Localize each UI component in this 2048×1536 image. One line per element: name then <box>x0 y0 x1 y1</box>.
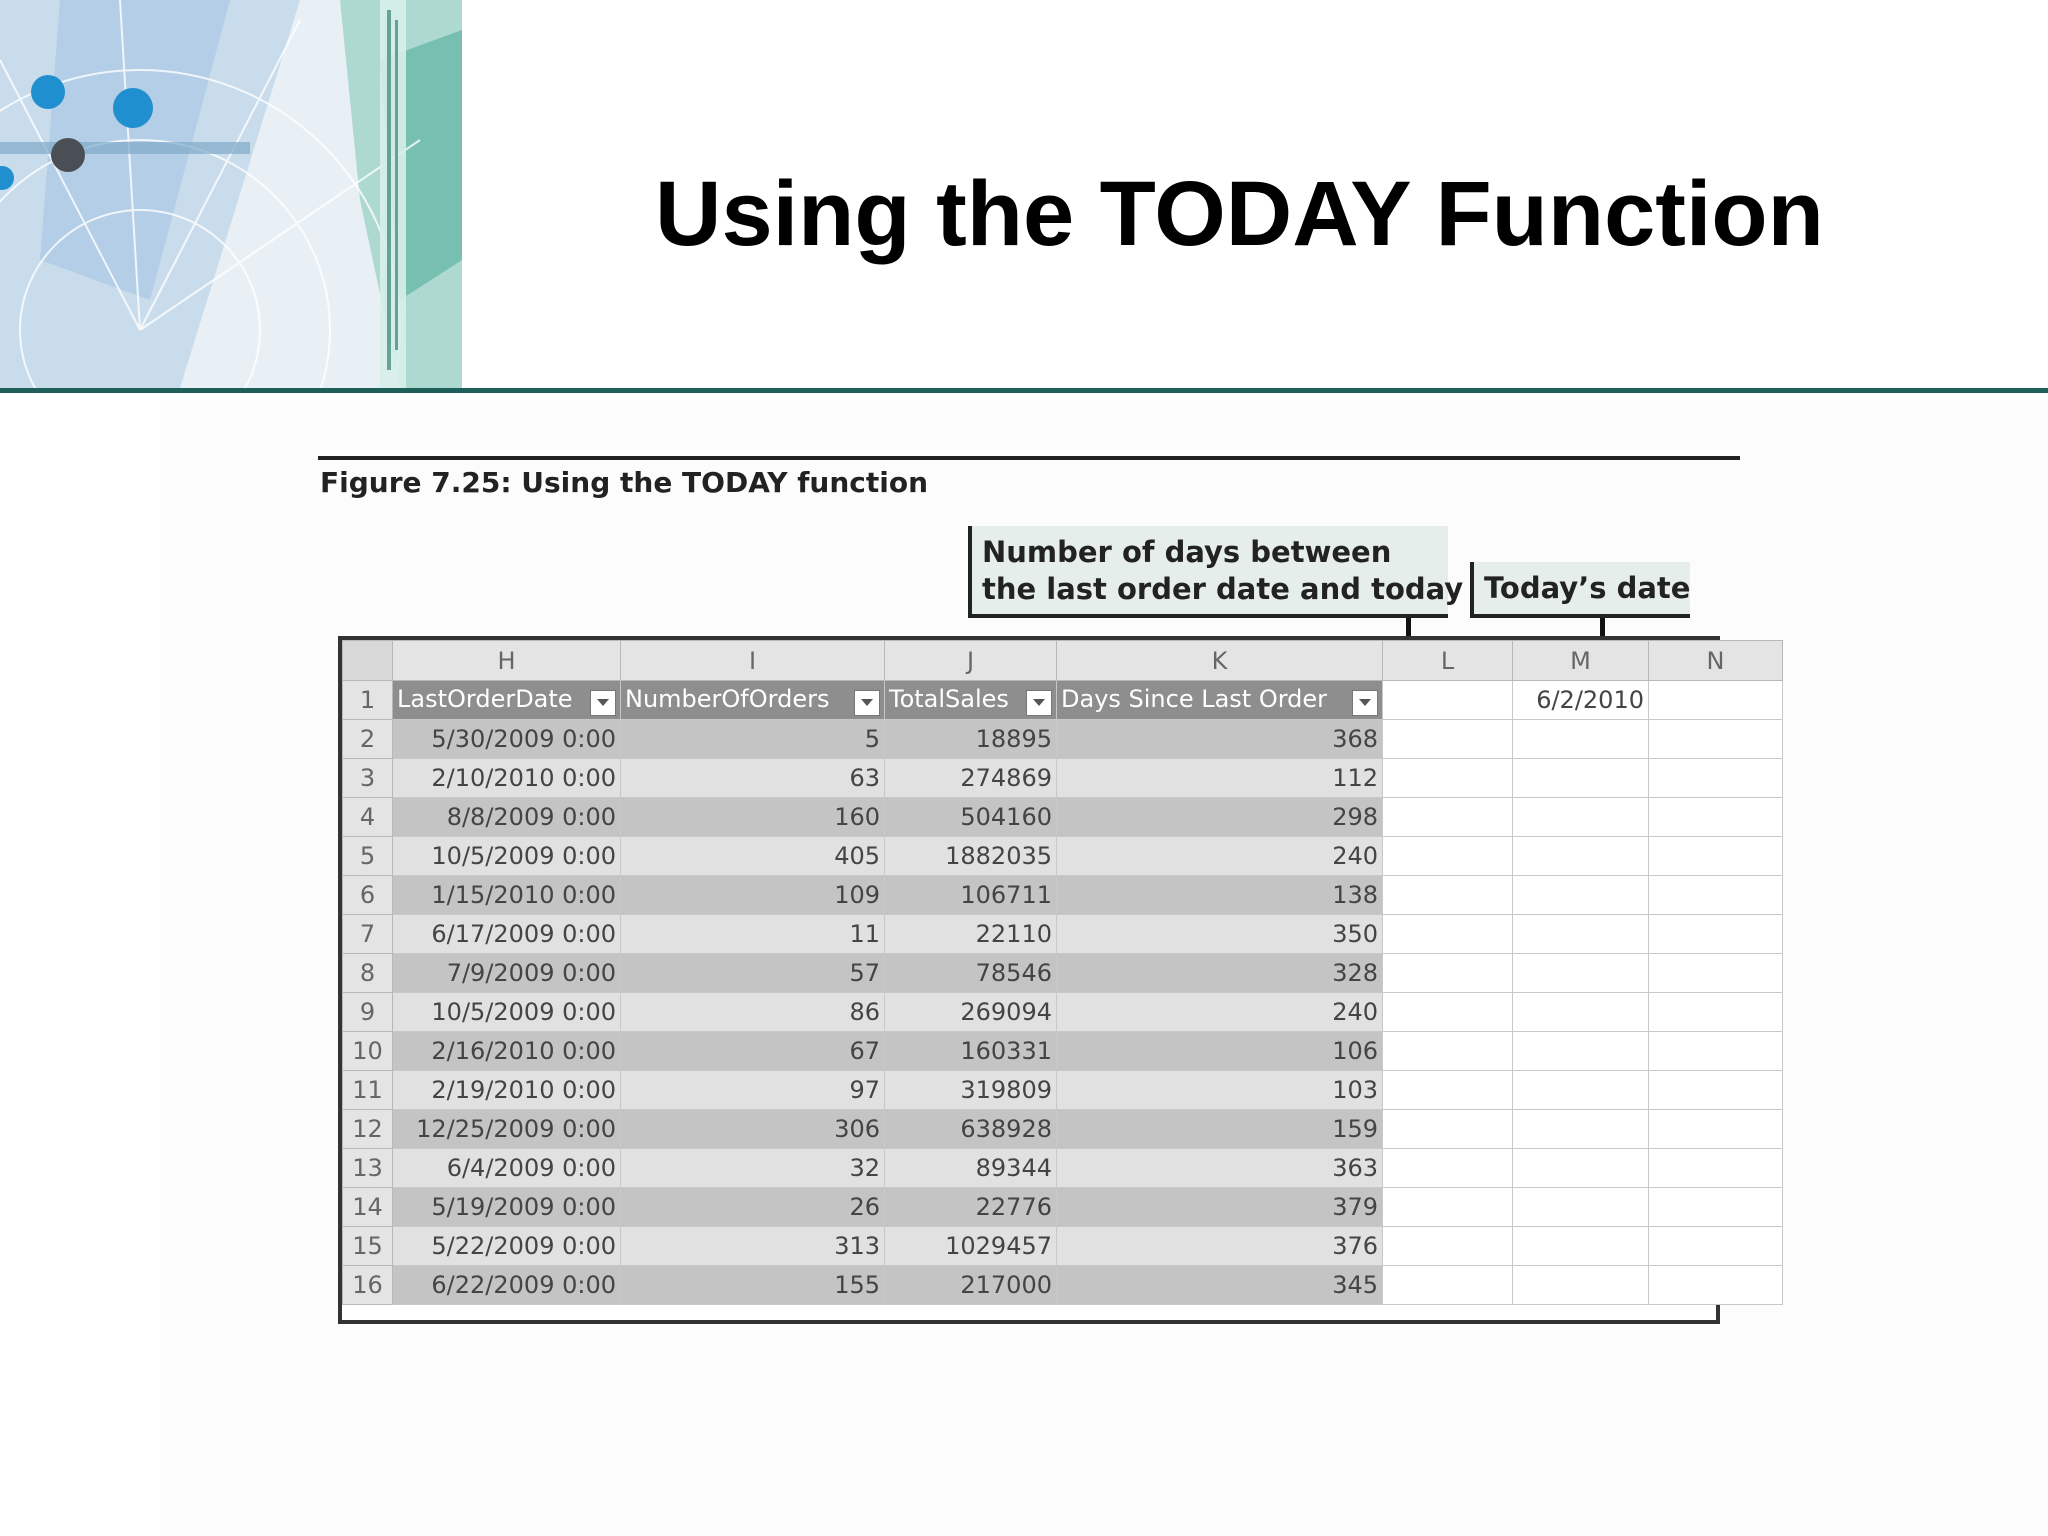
cell-last-order-date[interactable]: 2/16/2010 0:00 <box>393 1032 621 1071</box>
row-header[interactable]: 5 <box>343 837 393 876</box>
cell-empty[interactable] <box>1513 1188 1649 1227</box>
cell-empty[interactable] <box>1383 993 1513 1032</box>
cell-empty[interactable] <box>1649 1071 1783 1110</box>
cell-total-sales[interactable]: 504160 <box>885 798 1057 837</box>
filter-dropdown-icon[interactable] <box>1352 690 1378 716</box>
cell-empty[interactable] <box>1513 759 1649 798</box>
cell-empty[interactable] <box>1383 915 1513 954</box>
cell-total-sales[interactable]: 22110 <box>885 915 1057 954</box>
cell-days-since-last-order[interactable]: 106 <box>1057 1032 1383 1071</box>
row-header[interactable]: 2 <box>343 720 393 759</box>
cell-empty[interactable] <box>1513 993 1649 1032</box>
cell-number-of-orders[interactable]: 97 <box>621 1071 885 1110</box>
filter-dropdown-icon[interactable] <box>590 690 616 716</box>
column-header-m[interactable]: M <box>1513 641 1649 681</box>
cell-empty[interactable] <box>1513 1110 1649 1149</box>
cell-total-sales[interactable]: 89344 <box>885 1149 1057 1188</box>
column-header-l[interactable]: L <box>1383 641 1513 681</box>
header-divider <box>0 388 2048 393</box>
row-header[interactable]: 15 <box>343 1227 393 1266</box>
table-row <box>343 1110 1783 1149</box>
cell-total-sales[interactable]: 269094 <box>885 993 1057 1032</box>
cell-empty[interactable] <box>1513 837 1649 876</box>
cell-number-of-orders[interactable]: 11 <box>621 915 885 954</box>
cell-empty[interactable] <box>1513 1032 1649 1071</box>
callout-today-label: Today’s date <box>1484 571 1691 605</box>
column-header-n[interactable]: N <box>1649 641 1783 681</box>
cell-last-order-date[interactable]: 10/5/2009 0:00 <box>393 993 621 1032</box>
cell-empty[interactable] <box>1383 1227 1513 1266</box>
cell-number-of-orders[interactable]: 32 <box>621 1149 885 1188</box>
cell-last-order-date[interactable]: 2/10/2010 0:00 <box>393 759 621 798</box>
table-row <box>343 720 1783 759</box>
cell-last-order-date[interactable]: 8/8/2009 0:00 <box>393 798 621 837</box>
cell-number-of-orders[interactable]: 67 <box>621 1032 885 1071</box>
table-row <box>343 876 1783 915</box>
column-header-j[interactable]: J <box>885 641 1057 681</box>
cell-last-order-date[interactable]: 5/30/2009 0:00 <box>393 720 621 759</box>
cell-empty[interactable] <box>1649 1188 1783 1227</box>
table-row <box>343 837 1783 876</box>
row-header[interactable]: 13 <box>343 1149 393 1188</box>
cell-days-since-last-order[interactable]: 159 <box>1057 1110 1383 1149</box>
cell-days-since-last-order[interactable]: 376 <box>1057 1227 1383 1266</box>
cell-empty[interactable] <box>1649 837 1783 876</box>
header-number-of-orders[interactable] <box>621 681 885 720</box>
cell-total-sales[interactable]: 217000 <box>885 1266 1057 1305</box>
table-row <box>343 1266 1783 1305</box>
cell-empty[interactable] <box>1513 1266 1649 1305</box>
header-total-sales[interactable] <box>885 681 1057 720</box>
cell-days-since-last-order[interactable]: 379 <box>1057 1188 1383 1227</box>
column-header-row <box>343 641 1783 681</box>
cell-last-order-date[interactable]: 6/17/2009 0:00 <box>393 915 621 954</box>
cell-total-sales[interactable]: 319809 <box>885 1071 1057 1110</box>
table-row <box>343 1227 1783 1266</box>
banner-artwork <box>0 0 462 388</box>
cell-days-since-last-order[interactable]: 112 <box>1057 759 1383 798</box>
cell-empty[interactable] <box>1649 1032 1783 1071</box>
cell-empty[interactable] <box>1383 1266 1513 1305</box>
row-header[interactable]: 3 <box>343 759 393 798</box>
cell-empty[interactable] <box>1649 993 1783 1032</box>
cell-l1[interactable] <box>1383 681 1513 720</box>
cell-number-of-orders[interactable]: 63 <box>621 759 885 798</box>
cell-empty[interactable] <box>1649 954 1783 993</box>
cell-total-sales[interactable]: 274869 <box>885 759 1057 798</box>
table-row <box>343 993 1783 1032</box>
row-header[interactable]: 14 <box>343 1188 393 1227</box>
cell-empty[interactable] <box>1383 837 1513 876</box>
cell-empty[interactable] <box>1383 1149 1513 1188</box>
cell-empty[interactable] <box>1649 720 1783 759</box>
cell-empty[interactable] <box>1513 876 1649 915</box>
table-row <box>343 1188 1783 1227</box>
cell-total-sales[interactable]: 638928 <box>885 1110 1057 1149</box>
cell-last-order-date[interactable]: 1/15/2010 0:00 <box>393 876 621 915</box>
table-row <box>343 1149 1783 1188</box>
cell-number-of-orders[interactable]: 313 <box>621 1227 885 1266</box>
cell-empty[interactable] <box>1649 798 1783 837</box>
row-header[interactable]: 4 <box>343 798 393 837</box>
cell-empty[interactable] <box>1649 915 1783 954</box>
cell-last-order-date[interactable]: 6/4/2009 0:00 <box>393 1149 621 1188</box>
header-label: Days Since Last Order <box>1061 684 1328 713</box>
cell-days-since-last-order[interactable]: 240 <box>1057 993 1383 1032</box>
cell-days-since-last-order[interactable]: 345 <box>1057 1266 1383 1305</box>
cell-empty[interactable] <box>1383 876 1513 915</box>
callout-todays-date <box>1470 562 1690 618</box>
cell-last-order-date[interactable]: 6/22/2009 0:00 <box>393 1266 621 1305</box>
cell-empty[interactable] <box>1649 759 1783 798</box>
cell-empty[interactable] <box>1513 798 1649 837</box>
cell-days-since-last-order[interactable]: 103 <box>1057 1071 1383 1110</box>
cell-total-sales[interactable]: 1029457 <box>885 1227 1057 1266</box>
header-last-order-date[interactable] <box>393 681 621 720</box>
cell-empty[interactable] <box>1513 954 1649 993</box>
cell-empty[interactable] <box>1513 915 1649 954</box>
cell-number-of-orders[interactable]: 160 <box>621 798 885 837</box>
cell-empty[interactable] <box>1649 1266 1783 1305</box>
figure-top-rule <box>318 456 1740 460</box>
cell-total-sales[interactable]: 160331 <box>885 1032 1057 1071</box>
cell-total-sales[interactable]: 106711 <box>885 876 1057 915</box>
cell-number-of-orders[interactable]: 5 <box>621 720 885 759</box>
row-header[interactable]: 8 <box>343 954 393 993</box>
cell-empty[interactable] <box>1383 798 1513 837</box>
cell-empty[interactable] <box>1383 1032 1513 1071</box>
cell-days-since-last-order[interactable]: 368 <box>1057 720 1383 759</box>
cell-number-of-orders[interactable]: 26 <box>621 1188 885 1227</box>
cell-number-of-orders[interactable]: 109 <box>621 876 885 915</box>
filter-dropdown-icon[interactable] <box>1026 690 1052 716</box>
decorative-banner <box>0 0 462 388</box>
cell-last-order-date[interactable]: 12/25/2009 0:00 <box>393 1110 621 1149</box>
cell-empty[interactable] <box>1383 1071 1513 1110</box>
cell-days-since-last-order[interactable]: 328 <box>1057 954 1383 993</box>
cell-last-order-date[interactable]: 10/5/2009 0:00 <box>393 837 621 876</box>
cell-days-since-last-order[interactable]: 138 <box>1057 876 1383 915</box>
cell-last-order-date[interactable]: 5/19/2009 0:00 <box>393 1188 621 1227</box>
cell-empty[interactable] <box>1383 720 1513 759</box>
cell-empty[interactable] <box>1513 720 1649 759</box>
column-header-i[interactable]: I <box>621 641 885 681</box>
table-row <box>343 1032 1783 1071</box>
select-all-corner[interactable] <box>343 641 393 681</box>
filter-dropdown-icon[interactable] <box>854 690 880 716</box>
today-cell-m1[interactable]: 6/2/2010 <box>1513 681 1649 720</box>
cell-empty[interactable] <box>1513 1227 1649 1266</box>
cell-total-sales[interactable]: 22776 <box>885 1188 1057 1227</box>
cell-total-sales[interactable]: 1882035 <box>885 837 1057 876</box>
cell-total-sales[interactable]: 18895 <box>885 720 1057 759</box>
cell-total-sales[interactable]: 78546 <box>885 954 1057 993</box>
row-header[interactable]: 9 <box>343 993 393 1032</box>
cell-number-of-orders[interactable]: 57 <box>621 954 885 993</box>
cell-empty[interactable] <box>1383 1188 1513 1227</box>
header-label: LastOrderDate <box>397 684 573 713</box>
row-header[interactable]: 6 <box>343 876 393 915</box>
row-header[interactable]: 16 <box>343 1266 393 1305</box>
cell-last-order-date[interactable]: 2/19/2010 0:00 <box>393 1071 621 1110</box>
cell-number-of-orders[interactable]: 405 <box>621 837 885 876</box>
cell-empty[interactable] <box>1513 1149 1649 1188</box>
cell-number-of-orders[interactable]: 86 <box>621 993 885 1032</box>
header-label: NumberOfOrders <box>625 684 830 713</box>
table-row <box>343 915 1783 954</box>
cell-days-since-last-order[interactable]: 298 <box>1057 798 1383 837</box>
cell-empty[interactable] <box>1383 954 1513 993</box>
spreadsheet <box>338 636 1725 1324</box>
cell-empty[interactable] <box>1649 876 1783 915</box>
slide-title: Using the TODAY Function <box>655 163 1824 265</box>
table-row <box>343 798 1783 837</box>
cell-empty[interactable] <box>1383 759 1513 798</box>
callout-days-line-2: the last order date and today <box>982 572 1464 606</box>
callout-days-between <box>968 526 1464 618</box>
row-header[interactable]: 12 <box>343 1110 393 1149</box>
cell-number-of-orders[interactable]: 155 <box>621 1266 885 1305</box>
row-header[interactable]: 10 <box>343 1032 393 1071</box>
column-header-h[interactable]: H <box>393 641 621 681</box>
cell-number-of-orders[interactable]: 306 <box>621 1110 885 1149</box>
cell-empty[interactable] <box>1513 1071 1649 1110</box>
table-row <box>343 954 1783 993</box>
cell-empty[interactable] <box>1383 1110 1513 1149</box>
cell-empty[interactable] <box>1649 1227 1783 1266</box>
table-header-row <box>343 681 1783 720</box>
table-row <box>343 1071 1783 1110</box>
row-header[interactable]: 1 <box>343 681 393 720</box>
callout-days-line-1: Number of days between <box>982 535 1392 569</box>
row-header[interactable]: 11 <box>343 1071 393 1110</box>
cell-n1[interactable] <box>1649 681 1783 720</box>
cell-last-order-date[interactable]: 7/9/2009 0:00 <box>393 954 621 993</box>
table-body <box>343 720 1783 1305</box>
table-row <box>343 759 1783 798</box>
figure-caption: Figure 7.25: Using the TODAY function <box>320 466 929 499</box>
column-header-k[interactable]: K <box>1057 641 1383 681</box>
row-header[interactable]: 7 <box>343 915 393 954</box>
header-days-since-last-order[interactable] <box>1057 681 1383 720</box>
cell-days-since-last-order[interactable]: 240 <box>1057 837 1383 876</box>
header-label: TotalSales <box>889 684 1009 713</box>
cell-last-order-date[interactable]: 5/22/2009 0:00 <box>393 1227 621 1266</box>
cell-days-since-last-order[interactable]: 350 <box>1057 915 1383 954</box>
cell-empty[interactable] <box>1649 1149 1783 1188</box>
cell-days-since-last-order[interactable]: 363 <box>1057 1149 1383 1188</box>
spreadsheet-grid <box>342 640 1783 1305</box>
cell-empty[interactable] <box>1649 1110 1783 1149</box>
